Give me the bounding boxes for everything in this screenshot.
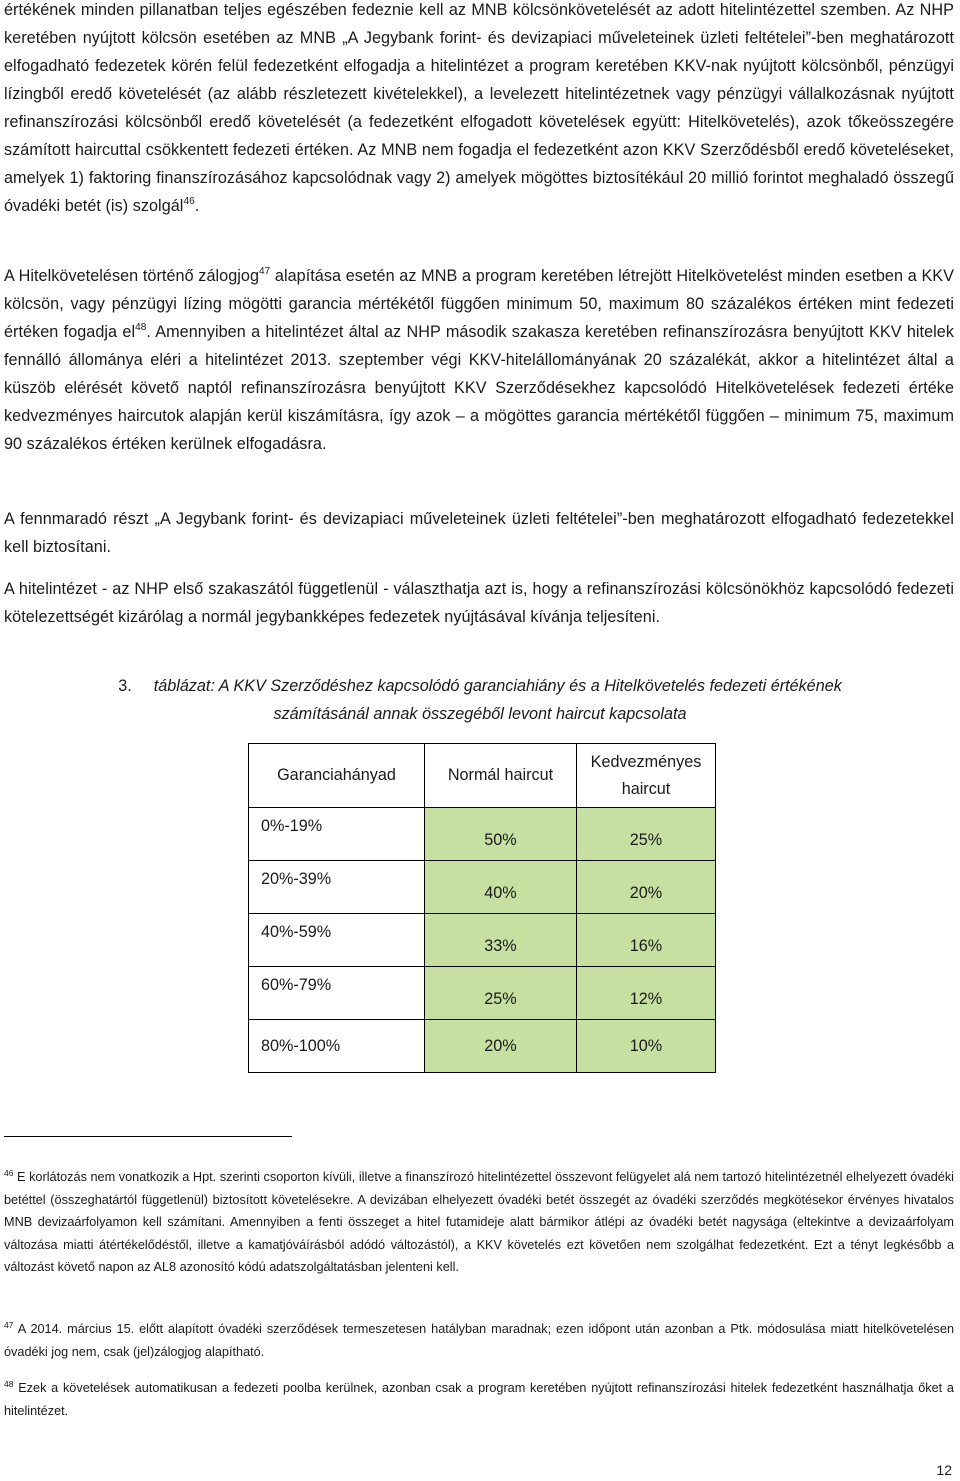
header-preferential-line-2: haircut [621, 779, 671, 798]
normal-haircut-cell [425, 808, 577, 861]
footnote-47-number: 47 [4, 1320, 14, 1330]
preferential-haircut-cell [577, 914, 716, 967]
range-cell [249, 1020, 425, 1073]
preferential-text: 25% [629, 830, 663, 849]
paragraph-1-text: értékének minden pillanatban teljes egészében fedeznie kell az MNB kölcsönkövetelését az adott hitelintézettel szemben. Az NHP keretében nyújtott kölcsön esetében az MNB „A Jegybank forint- és devizapiaci műveleteinek üzleti feltételei”-ben meghatározott elfogadható fedezetek körén felül fedezetként elfogadja a hitelintézet a program keretében KKV-nak nyújtott kölcsönből, pénzügyi lízingből eredő követelését (az alább részletezett kivételekkel), a levelezett hitelintézetnek vagy pénzügyi vállalkozásnak nyújtott refinanszírozási kölcsönből eredő követelését (a fedezetként elfogadott követelések együtt: Hitelkövetelés), azok tőkeösszegére számított haircuttal csökkentett fedezeti értéken. [4, 1, 954, 159]
normal-haircut-cell [425, 967, 577, 1020]
paragraph-2-text-a: A Hitelkövetelésen történő zálogjog [4, 267, 259, 285]
normal-haircut-cell [425, 861, 577, 914]
paragraph-4 [4, 575, 954, 631]
normal-haircut-cell [425, 914, 577, 967]
paragraph-3-text: A fennmaradó részt „A Jegybank forint- és devizapiaci műveleteinek üzleti feltételei”-ben meghatározott elfogadható fedezetekkel kell biztosítani. [4, 510, 954, 556]
range-cell [249, 861, 425, 914]
header-guarantee-gap: Garanciahányad [249, 744, 425, 808]
footnote-48-text: Ezek a követelések automatikusan a fedezeti poolba kerülnek, azonban csak a program keretében nyújtott refinanszírozási hitelek fedezetként használhatja őket a hitelintézet. [4, 1381, 954, 1418]
range-cell [249, 967, 425, 1020]
normal-text: 20% [484, 1036, 517, 1055]
range-text: 40%-59% [261, 922, 332, 941]
range-cell [249, 914, 425, 967]
paragraph-1 [4, 0, 954, 220]
preferential-haircut-cell [577, 1020, 716, 1073]
footnote-47 [4, 1318, 954, 1363]
range-text: 60%-79% [261, 975, 332, 994]
preferential-text: 20% [629, 883, 663, 902]
normal-text: 50% [484, 830, 517, 849]
normal-text: 25% [484, 989, 517, 1008]
range-text: 0%-19% [261, 816, 323, 835]
preferential-text: 10% [629, 1036, 663, 1055]
footnote-47-text: A 2014. március 15. előtt alapított óvadéki szerződések termeszetesen hatályban maradnak; ezen időpont után azonban a Ptk. módosulása miatt hitelkövetelésen óvadéki jog nem, csak (jel)zálogjog alapítható. [4, 1322, 954, 1359]
range-cell [249, 808, 425, 861]
caption-number: 3. [118, 677, 132, 695]
table-row [249, 967, 716, 1020]
normal-text: 33% [484, 936, 517, 955]
paragraph-2-text-b: alapítása esetén az MNB a program keretében létrejött Hitelkövetelést minden esetben a KKV kölcsön, vagy pénzügyi lízing mögötti garancia mértékétől függően minimum 50, maximum 80 százalékos értéken mint fedezeti értéken fogadja el [4, 267, 954, 341]
footnote-46-text: E korlátozás nem vonatkozik a Hpt. szerinti csoporton kívüli, illetve a finanszírozó hitelintézettel összevont felügyelet alá nem tartozó hitelintézetnél elhelyezett óvadéki betéttel (összeghatártól függetlenül) biztosított követelésekre. A devizában elhelyezett óvadéki betét összegét az óvadéki szerződés megkötésekor érvényes hivatalos MNB devizaárfolyamon kell számítani. Amennyiben a fenti összeget a hitel futamideje alatt bármikor átlépi az óvadéki betét nagysága (eltekintve a devizaárfolyam változása miatti átértékelődéstől, illetve a kamatjóváírásból adódó változástól), a KKV követelés ezt követően nem szolgálhat fedezetként. Ezt a tényt legkésőbb a változást követő napon az AL8 azonosító kódú adatszolgáltatásban jelenteni kell. [4, 1170, 954, 1274]
normal-text: 40% [484, 883, 517, 902]
caption-line-1 [0, 672, 960, 700]
preferential-haircut-cell [577, 967, 716, 1020]
footnote-ref-46[interactable]: 46 [183, 196, 195, 207]
footnote-ref-48[interactable]: 48 [135, 322, 147, 333]
footnote-46-number: 46 [4, 1168, 14, 1178]
paragraph-2-text-c: . Amennyiben a hitelintézet által az NHP második szakasza keretében refinanszírozásra benyújtott KKV hitelek fennálló állománya eléri a hitelintézet 2013. szeptember végi KKV-hitelállományának 20 százalékát, akkor a hitelintézet által a küszöb elérését követő naptól refinanszírozásra benyújtott KKV Szerződésekhez kapcsolódó Hitelkövetelések fedezeti értéke kedvezményes haircutok alapján kerül kiszámításra, így azok – a mögöttes garancia mértékétől függően – minimum 75, maximum 90 százalékos értéken kerülnek elfogadásra. [4, 323, 954, 453]
page-number: 12 [936, 1462, 952, 1478]
header-preferential-line-1: Kedvezményes [590, 752, 702, 771]
table-row [249, 1020, 716, 1073]
footnote-48 [4, 1377, 954, 1422]
preferential-haircut-cell [577, 861, 716, 914]
paragraph-3 [4, 505, 954, 561]
preferential-haircut-cell [577, 808, 716, 861]
range-text: 80%-100% [261, 1036, 341, 1055]
range-text: 20%-39% [261, 869, 332, 888]
caption-line-2: számításánál annak összegéből levont haircut kapcsolata [273, 705, 687, 723]
footnote-46 [4, 1166, 954, 1279]
header-preferential-haircut [577, 744, 716, 808]
normal-haircut-cell [425, 1020, 577, 1073]
header-normal-haircut: Normál haircut [425, 744, 577, 808]
table-header-row [249, 744, 716, 808]
haircut-table [248, 743, 716, 1073]
paragraph-1-text-b: Az MNB nem fogadja el fedezetként azon KKV Szerződésből eredő követeléseket, amelyek 1) faktoring finanszírozásához kapcsolódnak vagy 2) amelyek mögöttes biztosítékául 20 millió forintot meghaladó összegű óvadéki betét (is) szolgál [4, 141, 955, 215]
table-caption [0, 672, 960, 728]
preferential-text: 16% [629, 936, 663, 955]
caption-line-1-text: táblázat: A KKV Szerződéshez kapcsolódó garanciahiány és a Hitelkövetelés fedezeti értékének [153, 677, 842, 695]
preferential-text: 12% [629, 989, 663, 1008]
paragraph-2 [4, 262, 954, 458]
table-row [249, 861, 716, 914]
table-row [249, 808, 716, 861]
footnote-ref-47[interactable]: 47 [259, 266, 271, 277]
paragraph-4-text: A hitelintézet - az NHP első szakaszától függetlenül - választhatja azt is, hogy a refinanszírozási kölcsönökhöz kapcsolódó fedezeti kötelezettségét kizárólag a normál jegybankképes fedezetek nyújtásával kívánja teljesíteni. [4, 580, 954, 626]
paragraph-1-end: . [194, 197, 200, 215]
table-row [249, 914, 716, 967]
footnote-48-number: 48 [4, 1379, 14, 1389]
footnote-separator [4, 1136, 292, 1137]
